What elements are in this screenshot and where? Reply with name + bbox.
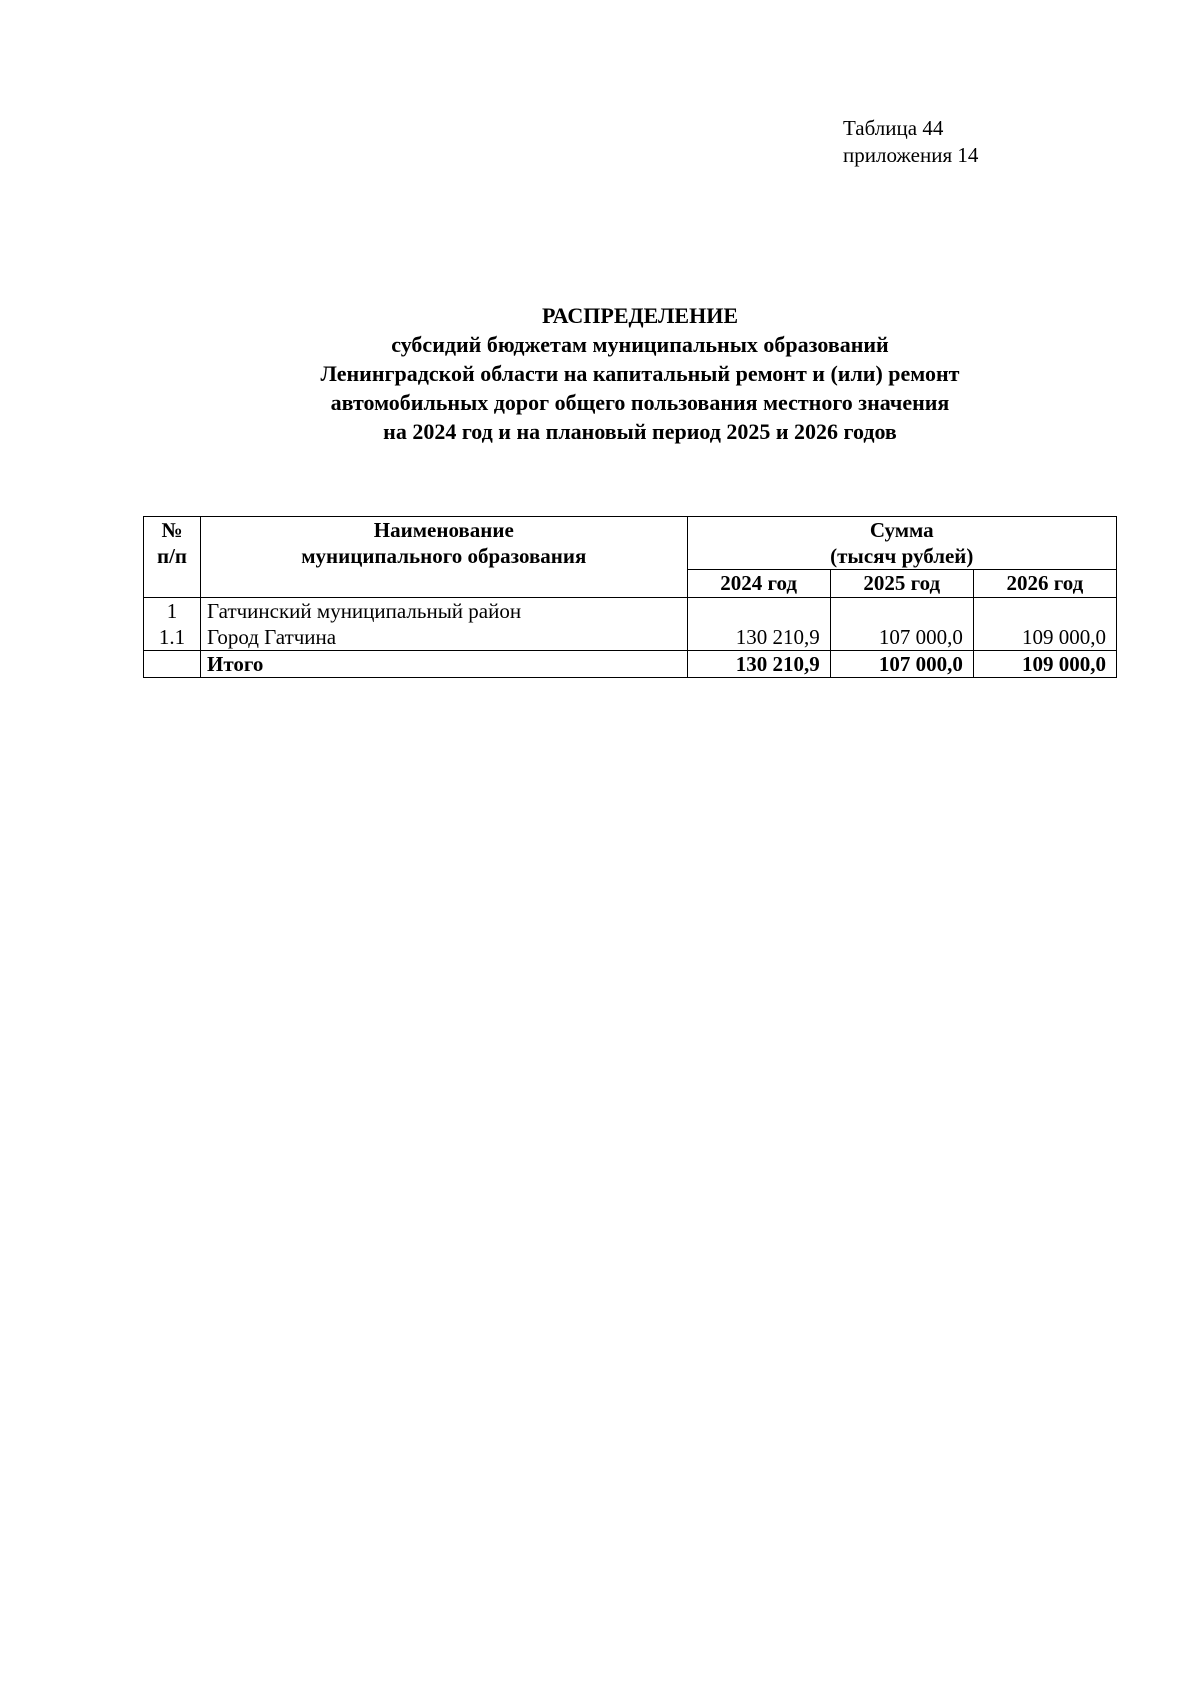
total-value-2024: 130 210,9 [687,651,830,678]
appendix-number: приложения 14 [843,143,979,167]
total-label: Итого [201,651,688,678]
total-number [144,651,201,678]
row-name: Гатчинский муниципальный район [201,598,688,625]
header-year-2026: 2026 год [973,570,1116,598]
header-name-line-2: муниципального образования [301,544,587,568]
row-value-2024 [687,598,830,625]
row-number: 1 [144,598,201,625]
row-number: 1.1 [144,624,201,651]
row-value-2026: 109 000,0 [973,624,1116,651]
header-name [201,517,688,598]
row-value-2025: 107 000,0 [830,624,973,651]
total-value-2026: 109 000,0 [973,651,1116,678]
header-number [144,517,201,598]
header-year-2024: 2024 год [687,570,830,598]
header-number-line-2: п/п [157,544,188,568]
row-value-2025 [830,598,973,625]
row-name: Город Гатчина [201,624,688,651]
table-header-row [144,517,1117,570]
table-reference [843,115,978,169]
header-sum-line-1: Сумма [869,518,934,542]
header-sum-line-2: (тысяч рублей) [830,544,974,568]
header-name-line-1: Наименование [373,518,514,542]
table-row [144,598,1117,625]
total-value-2025: 107 000,0 [830,651,973,678]
title-line-3: Ленинградской области на капитальный ремонт и (или) ремонт [320,361,960,386]
subsidy-table-container [143,516,1117,678]
title-line-4: автомобильных дорог общего пользования местного значения [330,390,950,415]
table-number: Таблица 44 [843,116,944,140]
subsidy-table [143,516,1117,678]
table-row [144,624,1117,651]
title-line-5: на 2024 год и на плановый период 2025 и 2026 годов [383,419,897,444]
row-value-2026 [973,598,1116,625]
row-value-2024: 130 210,9 [687,624,830,651]
title-line-2: субсидий бюджетам муниципальных образований [391,332,889,357]
total-row [144,651,1117,678]
document-title [140,301,1140,446]
header-number-line-1: № [161,518,183,542]
header-year-2025: 2025 год [830,570,973,598]
header-sum [687,517,1116,570]
title-line-1: РАСПРЕДЕЛЕНИЕ [541,303,738,328]
